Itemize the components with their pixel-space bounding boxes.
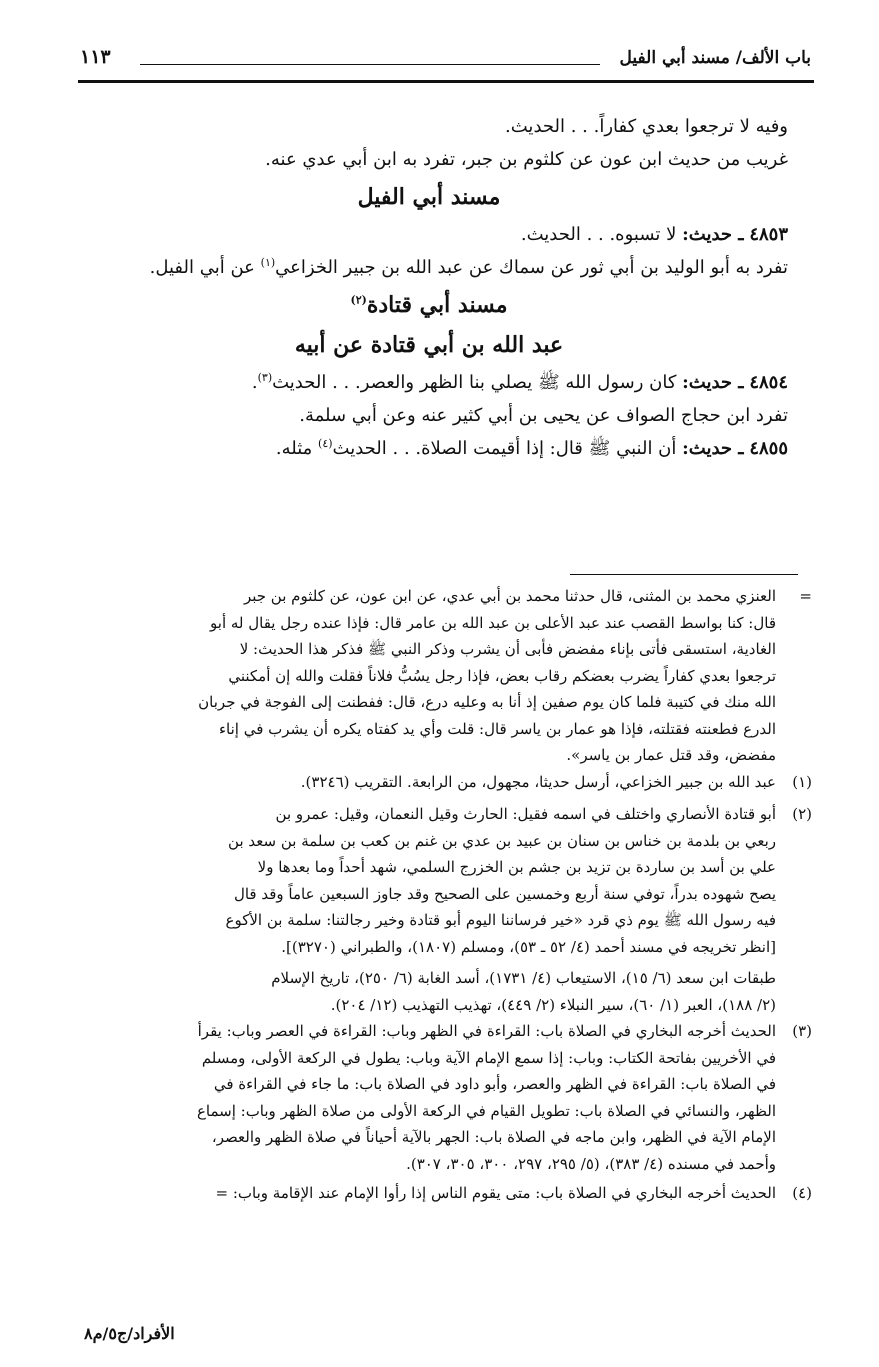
hadith-text-end: . (251, 372, 258, 393)
footnote-line: يصح شهوده بدراً، توفي سنة أربع وخمسين على الصحيح وقد جاوز السبعين عاماً وقد قال (233, 884, 776, 903)
header-thick-rule (78, 80, 814, 83)
footnote-line: في الأخريين بفاتحة الكتاب: وباب: إذا سمع الإمام الآية وباب: يطول في الركعة الأولى، ومسلم (201, 1048, 776, 1067)
footnote-marker: (٤) (792, 1184, 812, 1202)
hadith-text-end: مثله. (275, 438, 313, 459)
hadith-text: لا تسبوه. . . الحديث. (520, 224, 677, 245)
footnote-line: فيه رسول الله ﷺ يوم ذي قرد «خير فرساننا اليوم أبو قتادة وخير رجالتنا: سلمة بن الأكوع (225, 911, 776, 929)
hadith-label: ـ حديث: (682, 224, 744, 245)
footnote (68, 1018, 812, 1177)
section-heading (70, 286, 788, 324)
footnote-ref[interactable]: (٤) (318, 437, 333, 450)
text-line: وفيه لا ترجعوا بعدي كفاراً. . . الحديث. (505, 116, 788, 137)
footnote-line: الحديث أخرجه البخاري في الصلاة باب: متى يقوم الناس إذا رأوا الإمام عند الإقامة وباب: = (215, 1184, 776, 1202)
text-line: غريب من حديث ابن عون عن كلثوم بن جبر، تفرد به ابن أبي عدي عنه. (265, 149, 788, 170)
footnote-line: (٢/ ١٨٨)، العبر (١/ ٦٠)، سير النبلاء (٢/ ٤٤٩)، تهذيب التهذيب (١٢/ ٢٠٤). (330, 995, 776, 1014)
page-number: ١١٣ (80, 46, 111, 68)
footnote-marker: (١) (792, 772, 812, 791)
heading-text: مسند أبي قتادة (366, 292, 508, 318)
footnote-line: الظهر، والنسائي في الصلاة باب: تطويل القيام في الركعة الأولى من صلاة الظهر وباب: إسماع (196, 1101, 776, 1120)
footnote-marker: = (799, 587, 812, 605)
running-header-title: باب الألف/ مسند أبي الفيل (619, 48, 811, 68)
footnote-line: الله منك في كتيبة فلما كان يوم صفين إذ أنا به وعليه درع، قال: ففطنت إلى الفوجة في جربان (198, 693, 776, 711)
hadith-4855 (70, 432, 788, 465)
footnote-marker: (٣) (792, 1022, 812, 1040)
footnote-line: ترجعوا بعدي كفاراً يضرب بعضكم رقاب بعض، فإذا رجل يسُبُّ فلاناً فقلت والله إن أمكنني (228, 666, 776, 685)
hadith-label: ـ حديث: (682, 372, 744, 393)
hadith-number: ٤٨٥٤ (749, 372, 788, 393)
hadith-text: أن النبي ﷺ قال: إذا أقيمت الصلاة. . . الحديث (332, 438, 677, 459)
header-rule (140, 64, 600, 65)
hadith-number: ٤٨٥٣ (749, 224, 788, 245)
footnote-line: قال: كنا بواسط القصب عند عبد الأعلى بن عبد الله بن عامر قال: فإذا عنده رجل يقال له أبو (210, 613, 776, 632)
footnote (68, 769, 812, 796)
signature-mark: الأفراد/ج٥/م٨ (84, 1324, 175, 1343)
section-heading: مسند أبي الفيل (357, 184, 501, 210)
hadith-4853 (70, 218, 788, 251)
main-text (70, 110, 788, 465)
footnote-line: [انظر تخريجه في مسند أحمد (٤/ ٥٢ ـ ٥٣)، ومسلم (١٨٠٧)، والطبراني (٣٢٧٠)]. (281, 937, 776, 956)
footnote (68, 583, 812, 769)
footnote-ref[interactable]: (٣) (257, 371, 273, 384)
footnote-line: طبقات ابن سعد (٦/ ١٥)، الاستيعاب (٤/ ١٧٣١)، أسد الغابة (٦/ ٢٥٠)، تاريخ الإسلام (271, 969, 776, 987)
hadith-number: ٤٨٥٥ (749, 438, 788, 459)
subsection-heading: عبد الله بن أبي قتادة عن أبيه (294, 332, 564, 358)
footnote-line: الإمام الآية في الظهر، وابن ماجه في الصلاة باب: الجهر بالآية أحياناً في صلاة الظهر والعصر، (211, 1128, 776, 1146)
footnote (68, 1180, 812, 1207)
footnote-line: الدرع فطعنته فقتلته، فإذا هو عمار بن ياسر قال: قلت وأي يد كفتاه يكره أن يشرب في إناء (218, 719, 776, 738)
hadith-text: كان رسول الله ﷺ يصلي بنا الظهر والعصر. . . الحديث (272, 372, 677, 393)
footnote-line: العنزي محمد بن المثنى، قال حدثنا محمد بن أبي عدي، عن ابن عون، عن كلثوم بن جبر (243, 587, 776, 605)
footnote-line: وأحمد في مسنده (٤/ ٣٨٣)، (٥/ ٢٩٥، ٢٩٧، ٣٠٠، ٣٠٥، ٣٠٧). (406, 1154, 776, 1173)
footnote-line: في الصلاة باب: القراءة في الظهر والعصر، وأبو داود في الصلاة باب: ما جاء في القراءة في (213, 1075, 776, 1093)
footnote-line: أبو قتادة الأنصاري واختلف في اسمه فقيل: الحارث وقيل النعمان، وقيل: عمرو بن (275, 805, 776, 823)
footnote (68, 801, 812, 1018)
footnote-line: عبد الله بن جبير الخزاعي، أرسل حديثا، مجهول، من الرابعة. التقريب (٣٢٤٦). (300, 772, 776, 791)
text-line: تفرد ابن حجاج الصواف عن يحيى بن أبي كثير عنه وعن أبي سلمة. (299, 405, 788, 426)
footnote-marker: (٢) (792, 805, 812, 823)
footnote-line: علي بن أسد بن ساردة بن تزيد بن جشم بن الخزرج السلمي، شهد أحداً وما بعدها ولا (257, 858, 776, 876)
footnote-line: الحديث أخرجه البخاري في الصلاة باب: القراءة في الظهر وباب: القراءة في العصر وباب: يقرأ (197, 1022, 776, 1040)
paragraph-text: عن أبي الفيل. (149, 257, 255, 278)
footnote-separator (570, 574, 798, 575)
hadith-label: ـ حديث: (682, 438, 744, 459)
footnote-ref[interactable]: (٢) (350, 293, 367, 307)
footnotes (68, 583, 812, 1207)
text-paragraph (70, 251, 788, 284)
footnote-line: ربعي بن بلدمة بن خناس بن سنان بن عبيد بن عدي بن غنم بن كعب بن سلمة بن سعد بن (228, 831, 776, 850)
footnote-line: مفضض، وقد قتل عمار بن ياسر». (566, 746, 776, 764)
hadith-4854 (70, 366, 788, 399)
footnote-ref[interactable]: (١) (260, 256, 276, 269)
footnote-line: الغادية، استسقى فأتى بإناء مفضض فأبى أن يشرب وذكر النبي ﷺ فذكر هذا الحديث: لا (239, 640, 776, 658)
paragraph-text: تفرد به أبو الوليد بن أبي ثور عن سماك عن عبد الله بن جبير الخزاعي (275, 257, 788, 278)
